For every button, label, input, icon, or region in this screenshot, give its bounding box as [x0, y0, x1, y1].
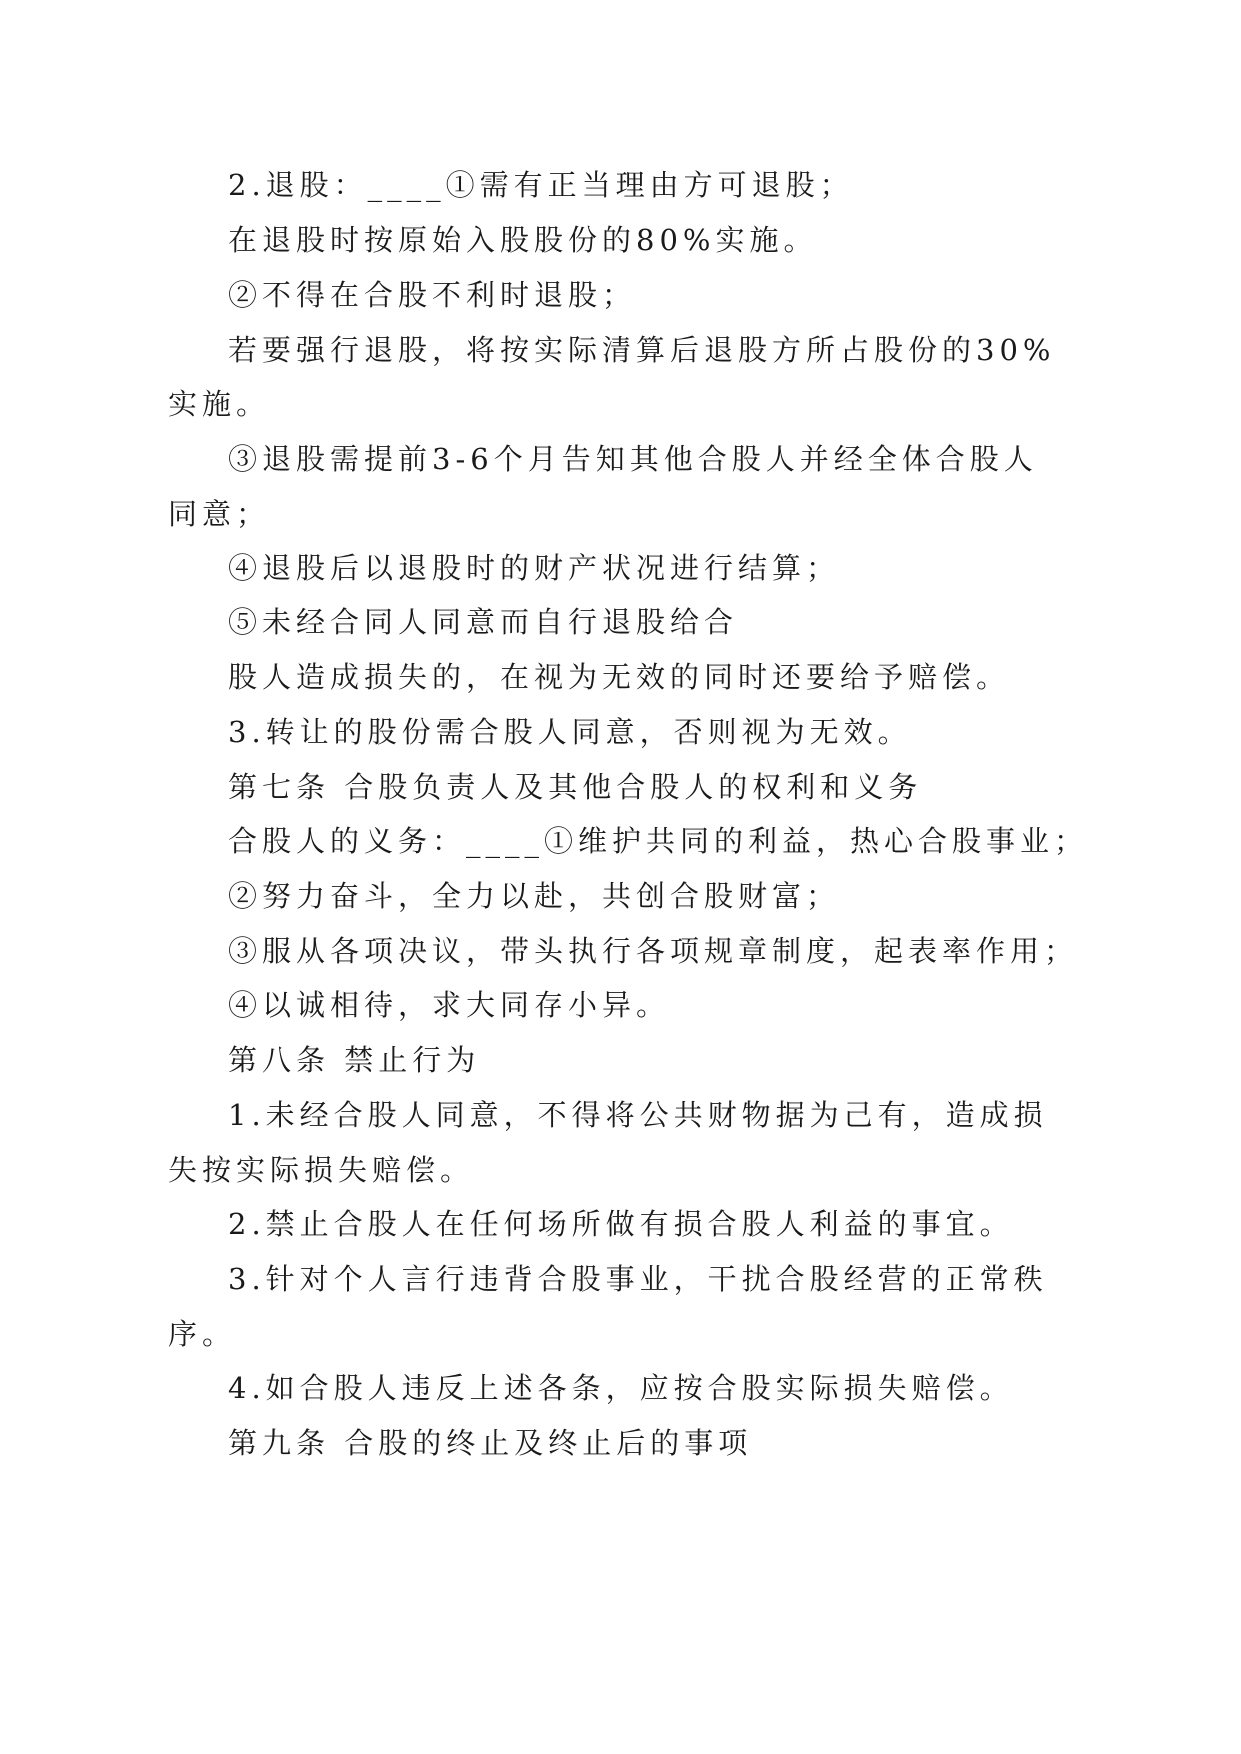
text-line: ②努力奋斗，全力以赴，共创合股财富；	[228, 879, 841, 913]
text-line: 1.未经合股人同意，不得将公共财物据为己有，造成损	[228, 1098, 1048, 1132]
text-line: 序。	[168, 1317, 237, 1351]
section-heading: 第七条 合股负责人及其他合股人的权利和义务	[228, 770, 923, 804]
text-line: 合股人的义务：____①维护共同的利益，热心合股事业；	[228, 824, 1089, 858]
text-line: 3.针对个人言行违背合股事业，干扰合股经营的正常秩	[228, 1262, 1048, 1296]
text-line: ④退股后以退股时的财产状况进行结算；	[228, 551, 841, 585]
section-heading: 第八条 禁止行为	[228, 1043, 481, 1077]
text-line: ⑤未经合同人同意而自行退股给合	[228, 605, 739, 639]
text-line: 股人造成损失的，在视为无效的同时还要给予赔偿。	[228, 660, 1011, 694]
section-heading: 第九条 合股的终止及终止后的事项	[228, 1426, 753, 1460]
text-line: ④以诚相待，求大同存小异。	[228, 988, 671, 1022]
text-line: 同意；	[168, 497, 271, 531]
text-line: 失按实际损失赔偿。	[168, 1153, 475, 1187]
text-line: 2.退股：____①需有正当理由方可退股；	[228, 168, 854, 202]
text-line: ③服从各项决议，带头执行各项规章制度，起表率作用；	[228, 934, 1079, 968]
text-line: 在退股时按原始入股股份的80%实施。	[228, 223, 818, 257]
text-line: 若要强行退股，将按实际清算后退股方所占股份的30%	[228, 333, 1056, 367]
text-line: 4.如合股人违反上述各条，应按合股实际损失赔偿。	[228, 1371, 1014, 1405]
text-line: 实施。	[168, 387, 271, 421]
text-line: 3.转让的股份需合股人同意，否则视为无效。	[228, 715, 912, 749]
text-line: ②不得在合股不利时退股；	[228, 278, 637, 312]
text-line: 2.禁止合股人在任何场所做有损合股人利益的事宜。	[228, 1207, 1014, 1241]
text-line: ③退股需提前3-6个月告知其他合股人并经全体合股人	[228, 442, 1038, 476]
